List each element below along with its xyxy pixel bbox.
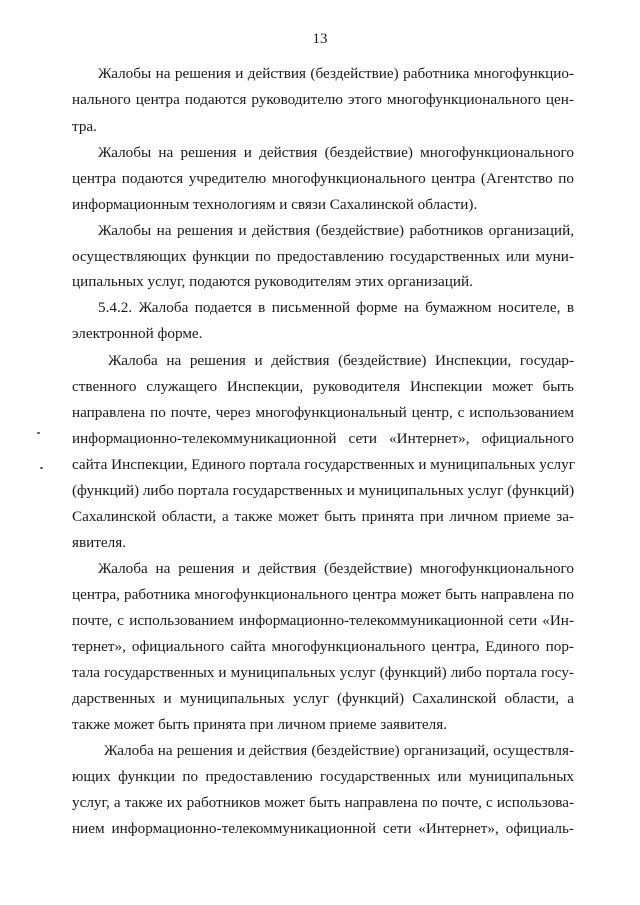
text-line: информационно-телекоммуникационной сети «Интернет», официального: [72, 430, 574, 447]
text-line: дарственных и муниципальных услуг (функций) Сахалинской области, а: [72, 690, 574, 707]
text-line: центра, работника многофункционального центра может быть направлена по: [72, 586, 574, 603]
text-line: сайта Инспекции, Единого портала государственных и муниципальных услуг: [72, 456, 575, 473]
text-line: также может быть принята при личном приеме заявителя.: [72, 716, 448, 733]
text-line: явителя.: [72, 534, 127, 551]
text-line: почте, с использованием информационно-телекоммуникационной сети «Ин-: [72, 612, 574, 629]
text-line: ственного служащего Инспекции, руководителя Инспекции может быть: [72, 378, 574, 395]
text-line: информационным технологиям и связи Сахалинской области).: [72, 196, 478, 213]
text-line: электронной форме.: [72, 325, 203, 342]
text-line: Жалоба на решения и действия (бездействие) организаций, осуществля-: [104, 742, 574, 759]
text-line: центра подаются учредителю многофункционального центра (Агентство по: [72, 170, 574, 187]
text-line: осуществляющих функции по предоставлению государственных или муни-: [72, 248, 574, 265]
text-line: 5.4.2. Жалоба подается в письменной форме на бумажном носителе, в: [98, 299, 574, 316]
text-line: Жалоба на решения и действия (бездействие) многофункционального: [98, 560, 574, 577]
scan-speck: [40, 467, 43, 469]
text-line: Жалобы на решения и действия (бездействие) работников организаций,: [98, 222, 574, 239]
text-line: услуг, а также их работников может быть направлена по почте, с использова-: [72, 794, 574, 811]
scan-speck: [37, 432, 40, 434]
text-line: направлена по почте, через многофункциональный центр, с использованием: [72, 404, 574, 421]
text-line: (функций) либо портала государственных и муниципальных услуг (функций): [72, 482, 575, 499]
text-line: тернет», официального сайта многофункционального центра, Единого пор-: [72, 638, 574, 655]
text-line: Сахалинской области, а также может быть принята при личном приеме за-: [72, 508, 574, 525]
text-line: тала государственных и муниципальных услуг (функций) либо портала госу-: [72, 664, 574, 681]
text-line: ющих функции по предоставлению государственных или муниципальных: [72, 768, 574, 785]
text-line: тра.: [72, 118, 97, 135]
text-line: нием информационно-телекоммуникационной сети «Интернет», официаль-: [72, 820, 574, 837]
text-line: Жалобы на решения и действия (бездействие) многофункционального: [98, 144, 574, 161]
text-line: Жалобы на решения и действия (бездействие) работника многофункцио-: [98, 65, 574, 82]
text-line: Жалоба на решения и действия (бездействие) Инспекции, государ-: [108, 352, 574, 369]
text-line: ципальных услуг, подаются руководителям этих организаций.: [72, 273, 473, 290]
text-line: нального центра подаются руководителю этого многофункционального цен-: [72, 91, 574, 108]
page-number: 13: [312, 31, 328, 47]
